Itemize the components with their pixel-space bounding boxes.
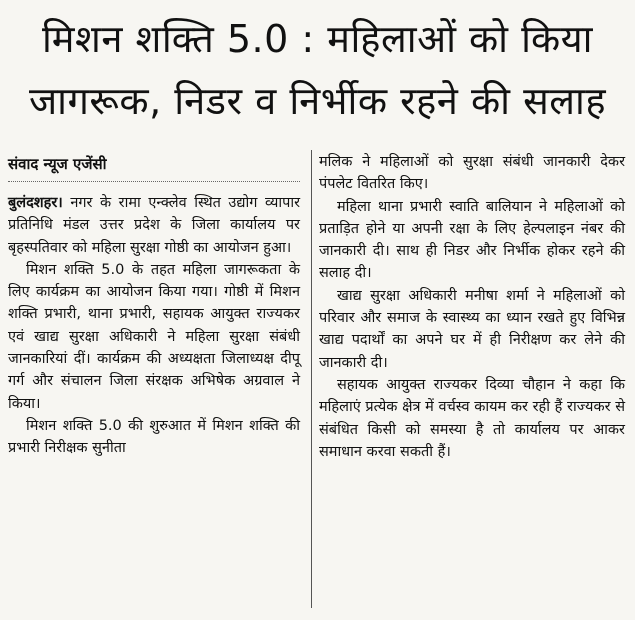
paragraph-5: महिला थाना प्रभारी स्वाति बालियान ने महिलाओं को प्रताड़ित होने या अपनी रक्षा के लिए हेल्पलाइन नंबर की जानकारी दी। साथ ही निडर और निर्भीक होकर रहने की सलाह दी। — [319, 198, 625, 282]
byline: संवाद न्यूज एजेंसी — [8, 151, 300, 182]
headline — [10, 8, 625, 132]
paragraph-6: खाद्य सुरक्षा अधिकारी मनीषा शर्मा ने महिलाओं को परिवार और समाज के स्वास्थ्य का ध्यान रखते हुए विभिन्न खाद्य पदार्थों का अपने घर में ही निरीक्षण कर लेने की जानकारी दी। — [319, 287, 625, 371]
paragraph-3: मिशन शक्ति 5.0 की शुरुआत में मिशन शक्ति की प्रभारी निरीक्षक सुनीता — [8, 417, 300, 457]
paragraph-7: सहायक आयुक्त राज्यकर दिव्या चौहान ने कहा कि महिलाएं प्रत्येक क्षेत्र में वर्चस्व कायम कर रही हैं राज्यकर से संबंधित किसी को समस्या है तो कार्यालय पर आकर समाधान करवा सकती हैं। — [319, 376, 625, 460]
left-column — [8, 151, 300, 460]
headline-line-1: मिशन शक्ति 5.0 : महिलाओं को किया — [41, 17, 594, 61]
right-column — [319, 151, 625, 463]
dateline: बुलंदशहर। — [8, 195, 63, 211]
column-divider — [311, 150, 312, 608]
paragraph-1-text: नगर के रामा एन्क्लेव स्थित उद्योग व्यापार प्रतिनिधि मंडल उत्तर प्रदेश के जिला कार्यालय पर बृहस्पतिवार को महिला सुरक्षा गोष्ठी का आयोजन हुआ। — [8, 195, 300, 256]
headline-line-2: जागरूक, निडर व निर्भीक रहने की सलाह — [28, 79, 607, 123]
paragraph-2: मिशन शक्ति 5.0 के तहत महिला जागरूकता के लिए कार्यक्रम का आयोजन किया गया। गोष्ठी में मिशन शक्ति प्रभारी, थाना प्रभारी, सहायक आयुक्त राज्यकर एवं खाद्य सुरक्षा अधिकारी ने महिला सुरक्षा संबंधी जानकारियां दीं। कार्यक्रम की अध्यक्षता जिलाध्यक्ष दीपू गर्ग और संचालन जिला संरक्षक अभिषेक अग्रवाल ने किया। — [8, 261, 300, 412]
paragraph-4: मलिक ने महिलाओं को सुरक्षा संबंधी जानकारी देकर पंपलेट वितरित किए। — [319, 154, 625, 193]
paragraph-1 — [8, 192, 300, 259]
